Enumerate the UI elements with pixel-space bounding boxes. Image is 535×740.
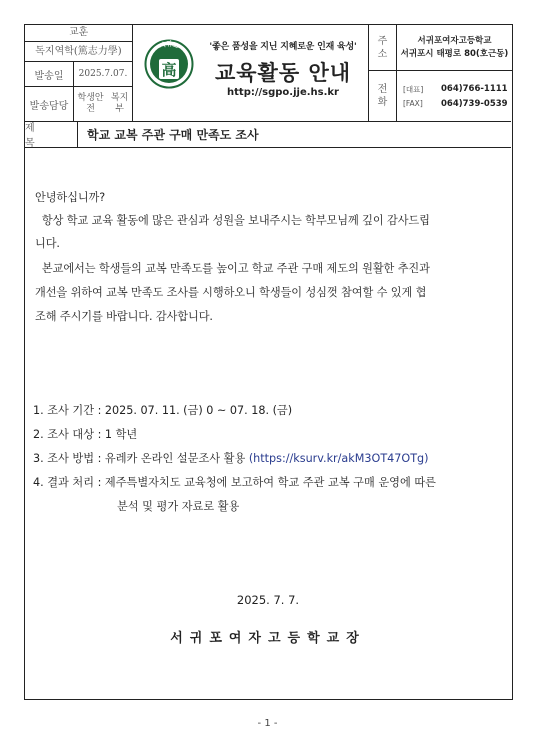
subject-label: 제 목: [25, 121, 78, 147]
subject-value: 학교 교복 주관 구매 만족도 조사: [87, 127, 259, 142]
survey-method-text: 3. 조사 방법 : 유레카 온라인 설문조사 활용: [33, 452, 249, 465]
info-table-left: [25, 25, 133, 121]
survey-details-list: [33, 399, 509, 519]
address-label: [369, 25, 397, 70]
motto-value: 독지역학(篤志力學): [25, 42, 132, 62]
list-item: 2. 조사 대상 : 1 학년: [33, 428, 138, 441]
address-label-1: 주: [377, 35, 388, 47]
letterhead-center: [132, 25, 368, 121]
logo-top-text: 서귀포: [158, 41, 180, 51]
greeting: 안녕하십니까?: [35, 191, 106, 204]
phone-main-key: [대표]: [403, 85, 424, 94]
page-number: - 1 -: [257, 718, 278, 729]
document-page: [24, 24, 513, 700]
subject-row: [25, 121, 511, 148]
dept-line1: 학생안전: [77, 93, 104, 114]
dept-label: 발송담당: [25, 87, 74, 121]
phone-row: [369, 71, 512, 121]
school-logo: [144, 39, 194, 89]
phone-label: [369, 71, 397, 121]
survey-link[interactable]: (https://ksurv.kr/akM3OT47OTg): [248, 452, 429, 465]
info-table-right: [368, 25, 512, 121]
dept-row: [25, 87, 132, 121]
list-item-continued: 분석 및 평가 자료로 활용: [117, 500, 240, 513]
address-row: [369, 25, 512, 71]
address-line1: 서귀포여자고등학교: [417, 35, 492, 46]
address-line2: 서귀포시 태평로 80(호근동): [400, 48, 509, 59]
paragraph2-line3: 조해 주시기를 바랍니다. 감사합니다.: [35, 310, 213, 323]
school-slogan: '좋은 품성을 지닌 지혜로운 인재 육성': [209, 42, 357, 52]
list-item: 4. 결과 처리 : 제주특별자치도 교육청에 보고하여 학교 주관 교복 구매 운영에 따른: [33, 476, 436, 489]
dept-value: [74, 87, 132, 121]
dept-line2: 복지부: [110, 93, 129, 114]
address-label-2: 소: [377, 48, 388, 60]
list-item: 1. 조사 기간 : 2025. 07. 11. (금) 0 ~ 07. 18. (금): [33, 404, 293, 417]
school-url: http://sgpo.jje.hs.kr: [227, 87, 339, 98]
phone-label-2: 화: [377, 97, 388, 108]
sent-label: 발송일: [25, 62, 74, 86]
motto-label: 교훈: [25, 25, 132, 42]
phone-fax-value: 064)739-0539: [441, 99, 508, 109]
paragraph1-line2: 니다.: [35, 237, 60, 250]
sent-row: [25, 62, 132, 87]
sent-date: 2025.7.07.: [78, 68, 128, 79]
paragraph1-line1: 항상 학교 교육 활동에 많은 관심과 성원을 보내주시는 학부모님께 깊이 감사드립: [35, 214, 430, 227]
document-title: 교육활동 안내: [214, 61, 352, 85]
phone-main-value: 064)766-1111: [441, 84, 508, 94]
logo-char: 高: [161, 61, 177, 79]
phone-label-1: 전: [377, 84, 388, 95]
issue-date: 2025. 7. 7.: [236, 593, 300, 607]
list-item: [33, 447, 509, 471]
paragraph2-line1: 본교에서는 학생들의 교복 만족도를 높이고 학교 주관 구매 제도의 원활한 추진과: [35, 262, 430, 275]
address-value: [397, 25, 512, 70]
signature: 서귀포여자고등학교장: [170, 631, 366, 646]
letterhead: [25, 25, 511, 122]
paragraph2-line2: 개선을 위하여 교복 만족도 조사를 시행하오니 학생들이 성심껏 참여할 수 있게 협: [35, 286, 427, 299]
phone-fax-key: [FAX]: [403, 99, 423, 108]
